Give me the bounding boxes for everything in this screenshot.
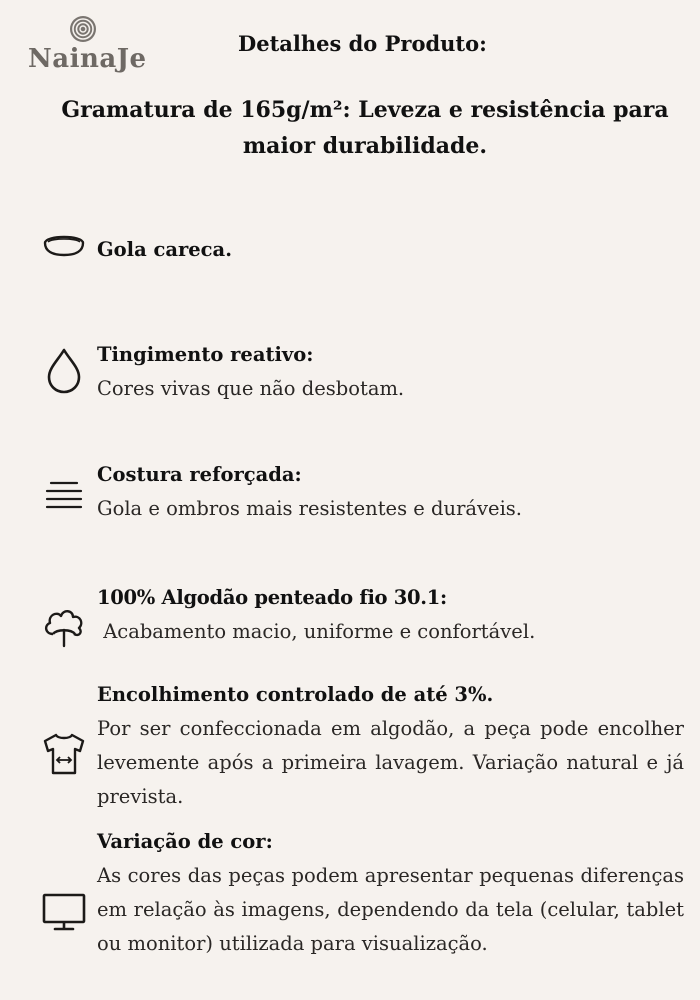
stitch-lines-icon: [40, 474, 88, 522]
feature-title: Costura reforçada:: [97, 463, 302, 486]
feature-title: Tingimento reativo:: [97, 343, 314, 366]
feature-title: Encolhimento controlado de até 3%.: [97, 683, 494, 706]
feature-description: Acabamento macio, uniforme e confortável.: [97, 620, 536, 643]
feature-shrinkage: [40, 678, 684, 814]
spiral-logo-icon: [68, 14, 98, 44]
feature-description: Cores vivas que não desbotam.: [97, 377, 405, 400]
feature-description: Por ser confeccionada em algodão, a peça pode encolher levemente após a primeira lavagem. Variação natural e já prevista.: [97, 717, 684, 808]
feature-description: Gola e ombros mais resistentes e duráveis.: [97, 497, 523, 520]
page-title: Detalhes do Produto:: [238, 31, 487, 56]
feature-stitching: [40, 458, 684, 526]
monitor-icon: [40, 889, 88, 937]
drop-icon: [40, 346, 88, 394]
collar-icon: [40, 225, 88, 273]
brand-logo: [28, 14, 147, 74]
feature-color-variation: [40, 825, 684, 961]
shirt-shrink-icon: [40, 730, 88, 778]
feature-title: 100% Algodão penteado fio 30.1:: [97, 586, 447, 609]
feature-collar: [40, 233, 684, 267]
brand-name: NainaJe: [28, 44, 147, 74]
feature-description: As cores das peças podem apresentar pequenas diferenças em relação às imagens, dependendo da tela (celular, tablet ou monitor) utilizada para visualização.: [97, 864, 684, 955]
cotton-icon: [40, 601, 88, 649]
feature-cotton: [40, 581, 684, 649]
product-headline: Gramatura de 165g/m²: Leveza e resistência para maior durabilidade.: [61, 97, 669, 159]
feature-title: Gola careca.: [97, 238, 232, 261]
feature-title: Variação de cor:: [97, 830, 273, 853]
feature-dyeing: [40, 338, 684, 406]
